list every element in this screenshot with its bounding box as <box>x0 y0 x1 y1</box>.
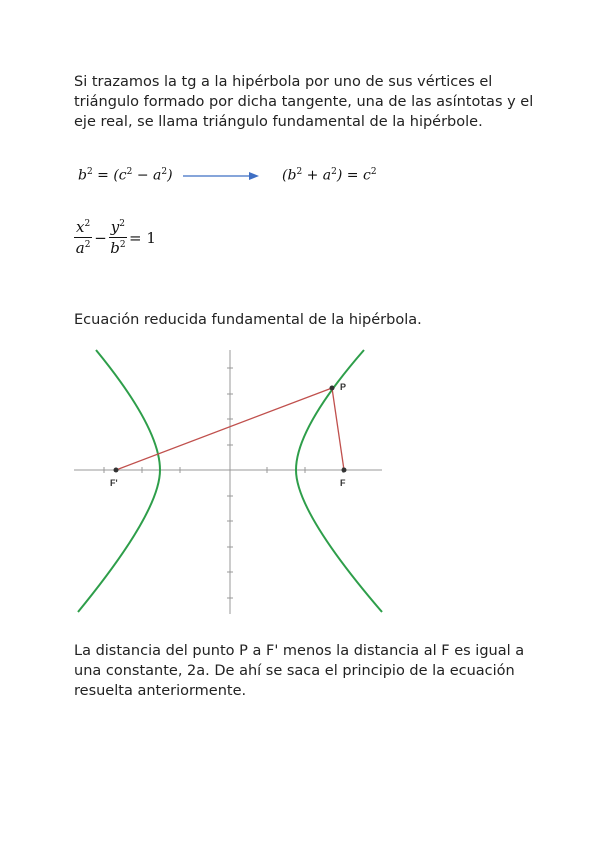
caption: Ecuación reducida fundamental de la hipérbola. <box>74 312 422 328</box>
point-f <box>342 468 347 473</box>
segment-p-f <box>332 388 344 470</box>
left-branch <box>78 350 160 612</box>
conclusion-paragraph: La distancia del punto P a F' menos la distancia al F es igual a una constante, 2a. De ahí se saca el principio de la ecuación resuelta anteriormente. <box>74 643 525 699</box>
fraction-y-over-b: $\frac{y^2}{b^2}$ <box>110 218 126 257</box>
label-fprime: F' <box>110 478 118 488</box>
axis-ticks <box>104 368 343 598</box>
right-branch <box>296 350 382 612</box>
label-p: P <box>340 382 347 392</box>
point-p <box>330 386 335 391</box>
equation-b-squared: $b^2 = (c^2 - a^2)$ <box>78 167 173 184</box>
hyperbola-equation: $\frac{x^2}{a^2}$ − $\frac{y^2}{b^2}$ = 1 <box>75 218 156 257</box>
equation-c-squared: $(b^2 + a^2) = c^2$ <box>282 167 377 184</box>
arrow-icon <box>183 170 261 182</box>
fraction-x-over-a: $\frac{x^2}{a^2}$ <box>75 218 91 257</box>
intro-paragraph: Si trazamos la tg a la hipérbola por uno de sus vértices el triángulo formado por dicha tangente, una de las asíntotas y el eje real, se llama triángulo fundamental de la hipérbole. <box>74 74 534 130</box>
label-f: F <box>340 478 346 488</box>
point-fprime <box>114 468 119 473</box>
hyperbola-graph <box>74 348 386 616</box>
